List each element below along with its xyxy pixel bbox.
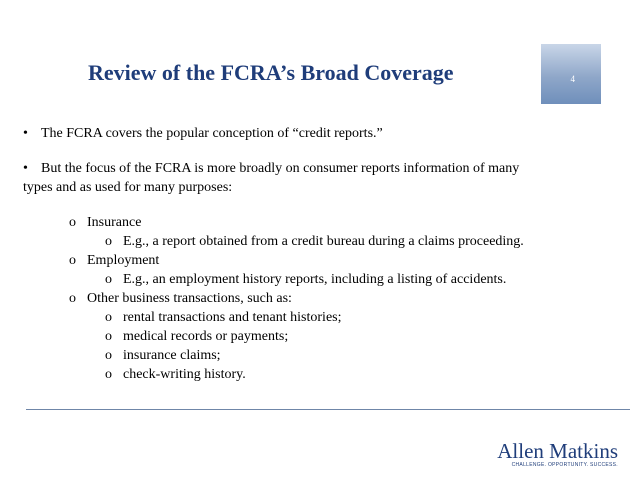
sub-marker: o bbox=[105, 329, 112, 344]
bullet-text: But the focus of the FCRA is more broadly on consumer reports information of many bbox=[41, 161, 520, 176]
bullet-marker: • bbox=[23, 126, 28, 141]
sub-item-label: Other business transactions, such as: bbox=[87, 291, 292, 306]
bullet-item bbox=[23, 159, 623, 178]
bullet-continuation: types and as used for many purposes: bbox=[23, 180, 233, 195]
transaction-text: medical records or payments; bbox=[123, 329, 289, 344]
sub-marker: o bbox=[69, 253, 76, 268]
logo-tagline: CHALLENGE. OPPORTUNITY. SUCCESS. bbox=[511, 462, 618, 468]
slide-title: Review of the FCRA’s Broad Coverage bbox=[88, 60, 454, 85]
sub-item-label: Insurance bbox=[87, 215, 142, 230]
transaction-text: rental transactions and tenant histories; bbox=[123, 310, 342, 325]
bullet-text: The FCRA covers the popular conception of “credit reports.” bbox=[41, 126, 383, 141]
bullet-item bbox=[23, 124, 623, 143]
page-number: 4 bbox=[570, 74, 575, 84]
slide-body bbox=[23, 124, 623, 384]
transaction-text: insurance claims; bbox=[123, 348, 221, 363]
logo-name: Allen Matkins bbox=[497, 439, 618, 463]
sub-marker: o bbox=[69, 291, 76, 306]
sub-marker: o bbox=[105, 272, 112, 287]
sub-item bbox=[23, 251, 623, 270]
company-logo bbox=[478, 440, 618, 474]
sub-marker: o bbox=[105, 367, 112, 382]
sub-marker: o bbox=[105, 310, 112, 325]
footer-divider bbox=[26, 409, 630, 410]
transaction-item bbox=[23, 346, 623, 365]
bullet-marker: • bbox=[23, 161, 28, 176]
sub-marker: o bbox=[105, 348, 112, 363]
example-text: E.g., an employment history reports, including a listing of accidents. bbox=[123, 272, 507, 287]
sub-marker: o bbox=[105, 234, 112, 249]
transaction-item bbox=[23, 327, 623, 346]
example-item bbox=[23, 232, 623, 251]
sub-marker: o bbox=[69, 215, 76, 230]
example-item bbox=[23, 270, 623, 289]
transaction-item bbox=[23, 308, 623, 327]
transaction-text: check-writing history. bbox=[123, 367, 246, 382]
example-text: E.g., a report obtained from a credit bureau during a claims proceeding. bbox=[123, 234, 524, 249]
sub-item-label: Employment bbox=[87, 253, 160, 268]
transaction-item bbox=[23, 365, 623, 384]
sub-item bbox=[23, 213, 623, 232]
page-number-box bbox=[541, 44, 601, 104]
sub-item bbox=[23, 289, 623, 308]
